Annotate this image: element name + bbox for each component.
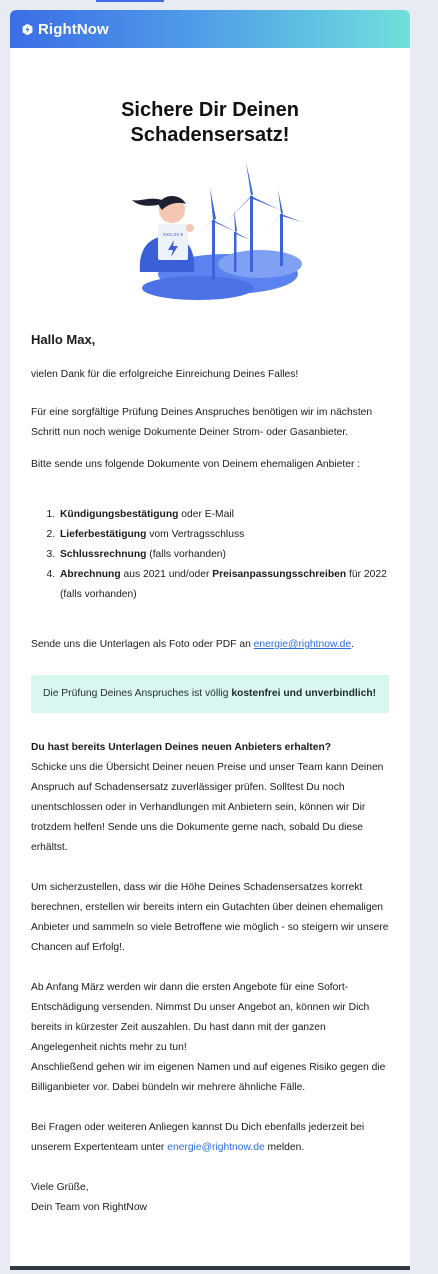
thanks-paragraph: vielen Dank für die erfolgreiche Einreichung Deines Falles!	[31, 369, 299, 380]
list-item: 3. Schlussrechnung (falls vorhanden)	[58, 545, 389, 565]
email-link[interactable]: energie@rightnow.de	[253, 639, 352, 650]
send-paragraph: Sende uns die Unterlagen als Foto oder PDF an energie@rightnow.de.	[31, 639, 355, 650]
new-provider-section: Du hast bereits Unterlagen Deines neuen Anbieters erhalten? Schicke uns die Übersicht Deiner neuen Preise und unser Team kann Deinen Anspruch auf Schadensersatz zuverlässiger prüfen. Solltest Du noch unentschlossen oder in Verhandlungen mit Anbietern sein, können wir Dir trotzdem helfen! Sende uns die Dokumente gerne nach, sobald Du diese erhältst.	[31, 742, 384, 853]
email-header	[10, 10, 410, 48]
title-line-1: Sichere Dir Deinen	[121, 99, 299, 121]
invoice-amount: XXX,XX €	[162, 232, 184, 237]
title-line-2: Schadensersatz!	[130, 124, 290, 146]
brand-logo[interactable]	[21, 21, 109, 38]
new-provider-heading: Du hast bereits Unterlagen Deines neuen Anbieters erhalten?	[31, 742, 332, 753]
ensure-paragraph: Um sicherzustellen, dass wir die Höhe Deines Schadensersatzes korrekt berechnen, erstellen wir bereits intern ein Gutachten über deinen ehemaligen Anbieter und sammeln so viele Betroffene wie möglich - so steigern wir unsere Chancen auf Erfolg!.	[31, 882, 389, 953]
list-item: 1. Kündigungsbestätigung oder E-Mail	[58, 505, 389, 525]
signature: Viele Grüße, Dein Team von RightNow	[31, 1182, 147, 1213]
expert-email-link[interactable]: energie@rightnow.de	[167, 1142, 265, 1153]
top-accent-line	[96, 0, 164, 2]
hero-illustration	[110, 162, 310, 302]
list-item: 4. Abrechnung aus 2021 und/oder Preisanpassungsschreiben für 2022 (falls vorhanden)	[58, 565, 389, 605]
rightnow-logo-icon	[21, 23, 34, 36]
documents-list	[31, 505, 389, 605]
page-title	[31, 98, 389, 148]
email-card	[10, 10, 410, 1270]
footer-bar	[10, 1266, 410, 1270]
questions-paragraph: Bei Fragen oder weiteren Anliegen kannst Du Dich ebenfalls jederzeit bei unserem Expertenteam unter energie@rightnow.de melden.	[31, 1122, 365, 1153]
request-paragraph: Bitte sende uns folgende Dokumente von Deinem ehemaligen Anbieter :	[31, 459, 361, 470]
brand-name: RightNow	[38, 20, 109, 38]
check-paragraph: Für eine sorgfältige Prüfung Deines Anspruches benötigen wir im nächsten Schritt nun noch wenige Dokumente Deiner Strom- oder Gasanbieter.	[31, 407, 373, 438]
free-notice-box: Die Prüfung Deines Anspruches ist völlig kostenfrei und unverbindlich!	[31, 675, 389, 713]
list-item: 2. Lieferbestätigung vom Vertragsschluss	[58, 525, 389, 545]
greeting: Hallo Max,	[31, 332, 96, 347]
march-paragraph: Ab Anfang März werden wir dann die ersten Angebote für eine Sofort-Entschädigung versenden. Nimmst Du unser Angebot an, können wir Dich bereits in kürzester Zeit auszahlen. Du hast dann mit der ganzen Angelegenheit nichts mehr zu tun! Anschließend gehen wir im eigenen Namen und auf eigenes Risiko gegen die Billiganbieter vor. Dabei bündeln wir mehrere ähnliche Fälle.	[31, 982, 386, 1093]
